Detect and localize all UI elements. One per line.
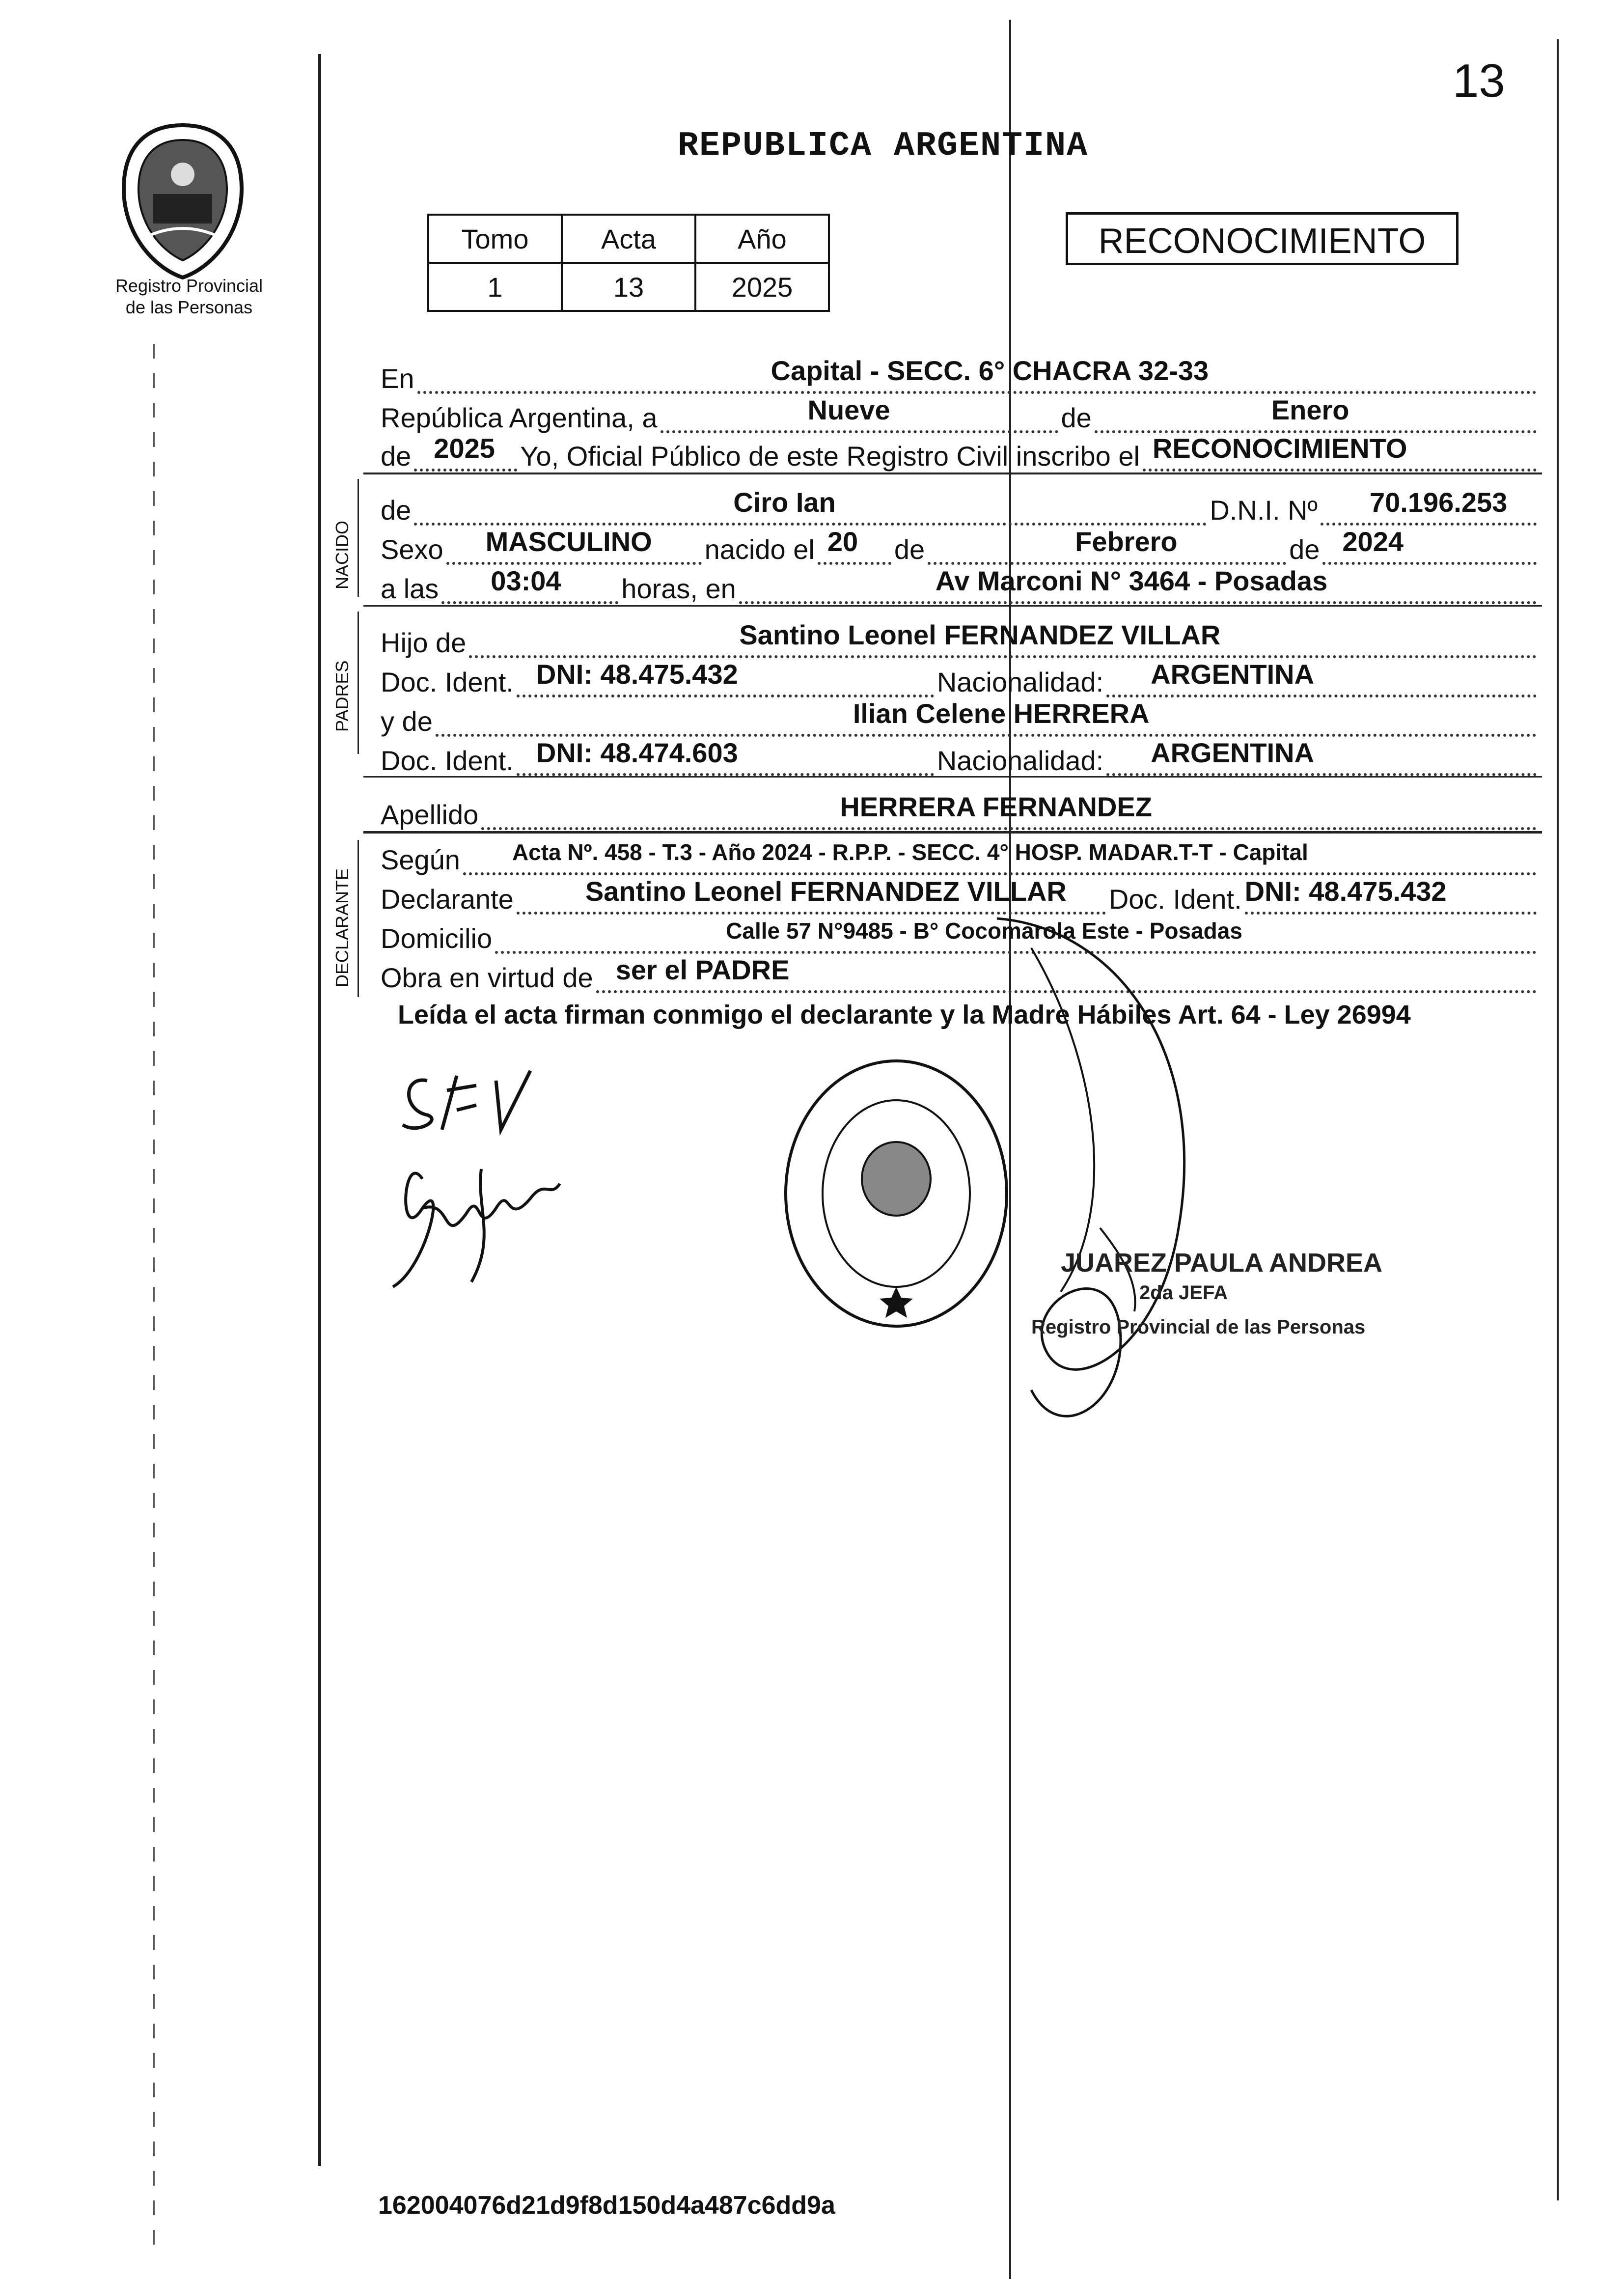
logo-caption-line2: de las Personas	[125, 297, 253, 317]
left-margin-line	[318, 54, 321, 2166]
row-inscribo	[381, 433, 1540, 472]
officer-role: 2da JEFA	[1139, 1282, 1228, 1304]
row-madre	[381, 698, 1540, 737]
de-label-2: de	[381, 441, 412, 472]
y-de-label: y de	[381, 706, 433, 737]
padre-value: Santino Leonel FERNANDEZ VILLAR	[739, 619, 1221, 650]
de-label-5: de	[1289, 534, 1320, 565]
republica-label: República Argentina, a	[381, 402, 658, 433]
de-label-3: de	[381, 495, 412, 526]
side-label-padres: PADRES	[332, 660, 352, 732]
madre-nac-value: ARGENTINA	[1151, 737, 1315, 768]
sexo-label: Sexo	[381, 534, 443, 565]
decl-doc-value: DNI: 48.475.432	[1244, 876, 1447, 907]
a-las-label: a las	[381, 573, 439, 604]
inscribo-label: Yo, Oficial Público de este Registro Civil inscribo el	[520, 441, 1140, 472]
en-label: En	[381, 363, 414, 394]
segun-label: Según	[381, 844, 460, 875]
document-title: REPUBLICA ARGENTINA	[678, 127, 1089, 166]
row-fecha	[381, 394, 1540, 433]
madre-value: Ilian Celene HERRERA	[853, 698, 1150, 729]
madre-doc-label: Doc. Ident.	[381, 745, 514, 776]
row-segun	[381, 839, 1540, 875]
row-madre-doc	[381, 737, 1540, 776]
obra-value: ser el PADRE	[615, 954, 790, 985]
document-hash: 162004076d21d9f8d150d4a487c6dd9a	[378, 2191, 835, 2220]
domicilio-value: Calle 57 N°9485 - B° Cocomarola Este - Posadas	[726, 918, 1242, 944]
section-separator	[363, 473, 1542, 474]
domicilio-label: Domicilio	[381, 923, 493, 954]
apellido-value: HERRERA FERNANDEZ	[840, 791, 1152, 822]
obra-label: Obra en virtud de	[381, 962, 593, 993]
padre-nac-label: Nacionalidad:	[936, 667, 1104, 697]
hora-value: 03:04	[491, 565, 561, 596]
tomo-header: Tomo	[428, 215, 562, 263]
officer-signature	[972, 909, 1228, 1498]
anio-value: 2025	[695, 263, 829, 311]
province-seal-logo	[114, 120, 251, 282]
nacido-mes-value: Febrero	[1075, 526, 1178, 557]
nacido-anio-value: 2024	[1342, 526, 1404, 557]
act-type-box: RECONOCIMIENTO	[1066, 212, 1459, 265]
de-label-4: de	[894, 534, 925, 565]
right-margin-line	[1557, 39, 1559, 2200]
officer-name: JUAREZ PAULA ANDREA	[1061, 1248, 1383, 1278]
tomo-value: 1	[428, 263, 562, 311]
apellido-label: Apellido	[381, 799, 479, 830]
acta-value: 13	[562, 263, 695, 311]
inscribo-value: RECONOCIMIENTO	[1152, 433, 1407, 464]
dni-value: 70.196.253	[1370, 487, 1508, 518]
closing-statement: Leída el acta firman conmigo el declarante y la Madre Hábiles Art. 64 - Ley 26994	[398, 1000, 1411, 1029]
page-number: 13	[1453, 55, 1505, 107]
horas-en-label: horas, en	[621, 573, 736, 604]
side-label-declarante: DECLARANTE	[332, 868, 352, 987]
dia-value: Nueve	[807, 394, 890, 425]
nacido-label: nacido el	[704, 534, 815, 565]
nacido-dia-value: 20	[827, 526, 858, 557]
padre-doc-label: Doc. Ident.	[381, 667, 514, 697]
registry-table	[427, 214, 830, 312]
logo-caption	[101, 275, 277, 318]
madre-nac-label: Nacionalidad:	[936, 745, 1104, 776]
row-en	[381, 355, 1540, 394]
nombre-value: Ciro Ian	[733, 487, 836, 518]
decl-doc-label: Doc. Ident.	[1108, 884, 1242, 915]
row-declarante	[381, 876, 1540, 915]
officer-org: Registro Provincial de las Personas	[1031, 1316, 1366, 1338]
row-domicilio	[381, 918, 1540, 954]
side-dash-line	[153, 344, 155, 2259]
row-padre-doc	[381, 659, 1540, 697]
segun-value: Acta Nº. 458 - T.3 - Año 2024 - R.P.P. - SECC. 4° HOSP. MADAR.T-T - Capital	[512, 839, 1308, 865]
anio-header: Año	[695, 215, 829, 263]
declarant-signature	[383, 1051, 609, 1297]
padre-nac-value: ARGENTINA	[1151, 659, 1315, 690]
madre-doc-value: DNI: 48.474.603	[536, 737, 738, 768]
row-hora	[381, 565, 1540, 604]
lugar-value: Av Marconi N° 3464 - Posadas	[935, 565, 1328, 596]
row-padre	[381, 619, 1540, 658]
padre-doc-value: DNI: 48.475.432	[536, 659, 738, 690]
mes-value: Enero	[1271, 394, 1349, 425]
dni-label: D.N.I. Nº	[1210, 495, 1318, 526]
logo-caption-line1: Registro Provincial	[115, 276, 263, 296]
acta-header: Acta	[562, 215, 695, 263]
row-sexo	[381, 526, 1540, 565]
de-label: de	[1061, 402, 1092, 433]
side-label-nacido: NACIDO	[332, 520, 352, 589]
row-obra	[381, 954, 1540, 993]
declarante-label: Declarante	[381, 884, 514, 915]
anio-acta-value: 2025	[434, 433, 495, 464]
row-apellido	[381, 791, 1540, 830]
hijo-label: Hijo de	[381, 627, 467, 658]
sexo-value: MASCULINO	[485, 526, 652, 557]
row-nombre	[381, 487, 1540, 526]
en-value: Capital - SECC. 6° CHACRA 32-33	[771, 355, 1209, 386]
declarante-value: Santino Leonel FERNANDEZ VILLAR	[585, 876, 1067, 907]
